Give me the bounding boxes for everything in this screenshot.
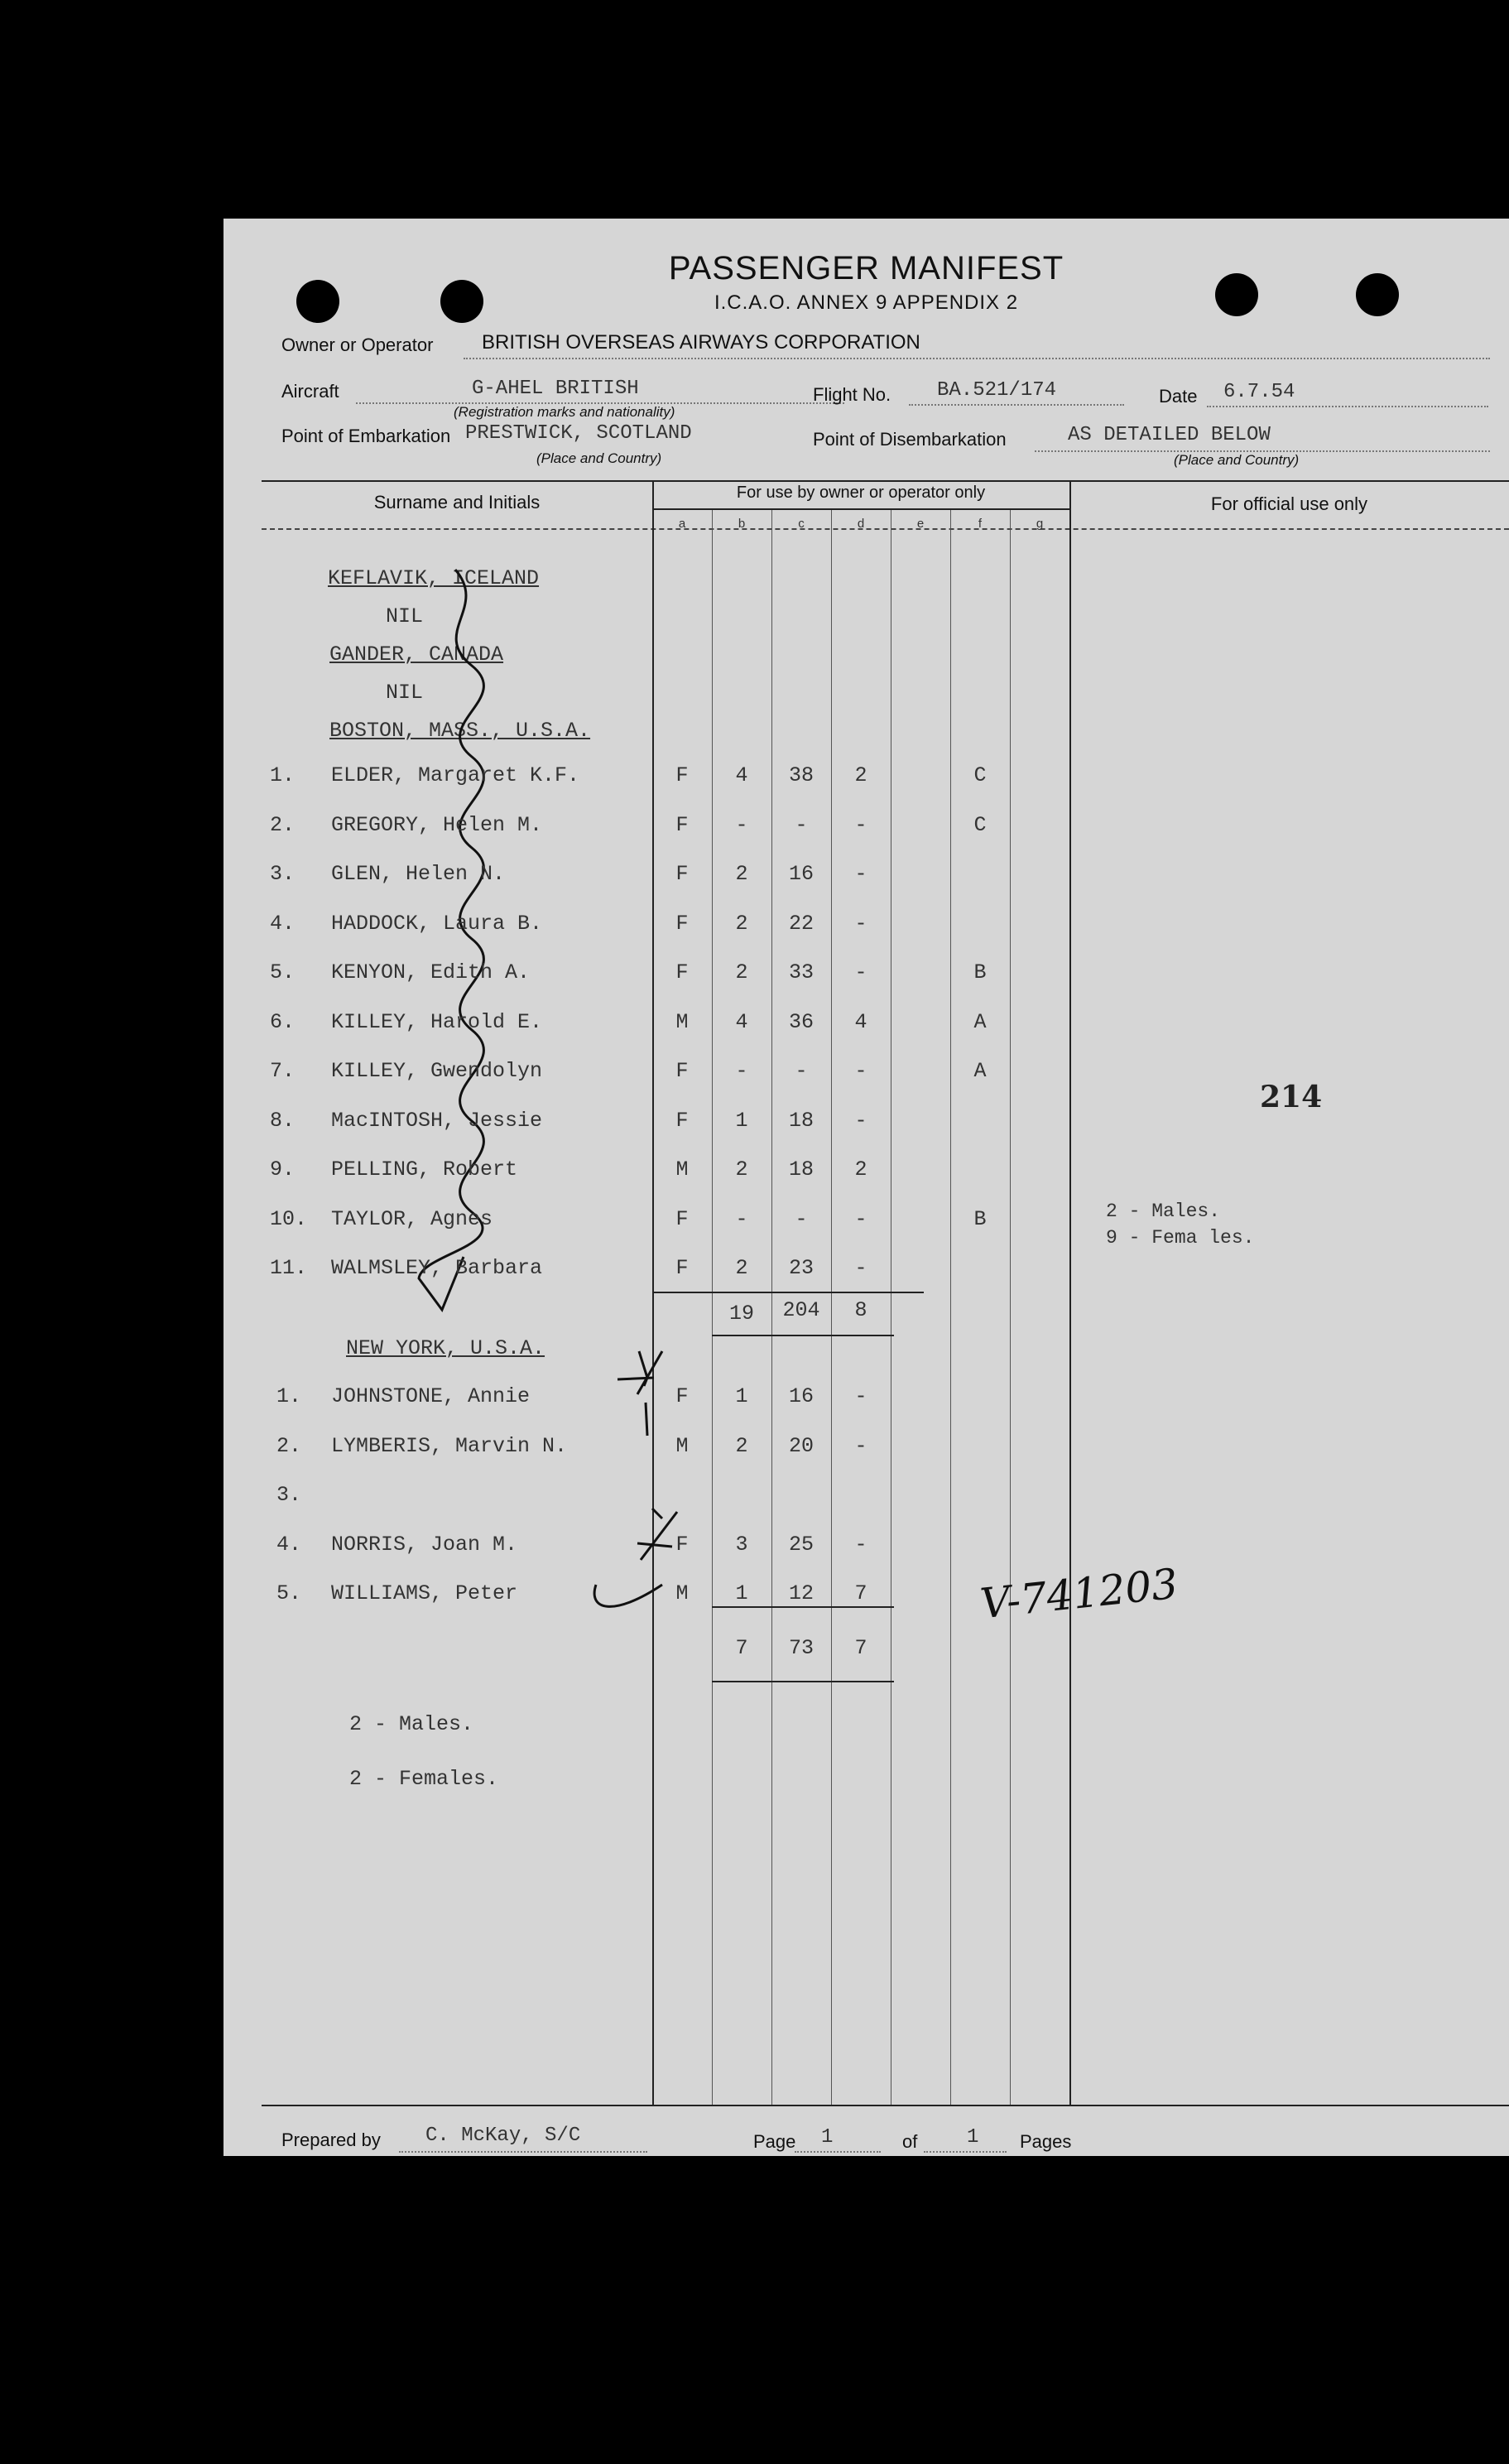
col-d-cell: 2 [854, 1157, 867, 1181]
passenger-name: PELLING, Robert [331, 1157, 518, 1181]
boston-totals-rule [652, 1292, 924, 1293]
col-c-cell: - [795, 812, 808, 837]
col-f-cell: C [973, 763, 987, 787]
passenger-name: ELDER, Margaret K.F. [331, 763, 580, 787]
boston-totals-underline [712, 1335, 894, 1336]
col-b-cell: 1 [735, 1581, 748, 1605]
disembark-value: AS DETAILED BELOW [1068, 424, 1271, 446]
col-e-header: e [916, 517, 925, 531]
row-number: 1. [276, 1384, 302, 1408]
col-b-cell: 1 [735, 1108, 748, 1133]
passenger-name: LYMBERIS, Marvin N. [331, 1433, 568, 1458]
passenger-name: KILLEY, Gwendolyn [331, 1059, 543, 1083]
col-b-cell: 2 [735, 1433, 748, 1458]
passenger-name: GREGORY, Helen M. [331, 812, 543, 837]
section-keflavik-note: NIL [386, 604, 424, 628]
col-c-cell: 23 [788, 1256, 814, 1280]
col-b-cell: 4 [735, 1009, 748, 1034]
owner-use-header: For use by owner or operator only [736, 484, 986, 502]
prepared-label: Prepared by [281, 2130, 381, 2150]
passenger-name: KENYON, Edith A. [331, 960, 531, 984]
passenger-name: HADDOCK, Laura B. [331, 911, 543, 936]
embark-label: Point of Embarkation [281, 426, 451, 446]
summary-females: 2 - Females. [349, 1767, 499, 1791]
col-d-cell: - [854, 1384, 867, 1408]
row-number: 7. [270, 1059, 296, 1083]
aircraft-note: (Registration marks and nationality) [454, 404, 675, 420]
table-top-rule [262, 480, 1509, 482]
official-number: 214 [1260, 1080, 1323, 1114]
col-d-cell: - [854, 862, 867, 886]
col-b-cell: 2 [735, 1256, 748, 1280]
sex-cell: M [675, 1009, 689, 1034]
section-boston: BOSTON, MASS., U.S.A. [329, 719, 591, 743]
section-new-york: NEW YORK, U.S.A. [346, 1336, 545, 1360]
col-d-cell: - [854, 1433, 867, 1458]
row-number: 10. [270, 1206, 308, 1231]
sex-cell: M [675, 1581, 689, 1605]
sex-cell: F [675, 911, 689, 936]
passenger-name: TAYLOR, Agnes [331, 1206, 493, 1231]
col-d-cell: - [854, 1532, 867, 1557]
row-number: 3. [276, 1483, 302, 1507]
col-divider [712, 510, 713, 2105]
passenger-name: KILLEY, Harold E. [331, 1009, 543, 1034]
col-g-header: g [1036, 517, 1044, 531]
row-number: 6. [270, 1009, 296, 1034]
subheader-rule [652, 508, 1069, 510]
prepared-value: C. McKay, S/C [425, 2125, 581, 2147]
col-b-cell: 3 [735, 1532, 748, 1557]
col-c-cell: 33 [788, 960, 814, 984]
bracket-squiggle [419, 570, 483, 1310]
passenger-name: NORRIS, Joan M. [331, 1532, 518, 1557]
passenger-name: WALMSLEY, Barbara [331, 1256, 543, 1280]
owner-value: BRITISH OVERSEAS AIRWAYS CORPORATION [482, 331, 920, 354]
newyork-totals-rule [712, 1606, 894, 1608]
sex-cell: F [675, 812, 689, 837]
col-d-cell: - [854, 1206, 867, 1231]
col-c-cell: 25 [788, 1532, 814, 1557]
page-value: 1 [821, 2126, 834, 2149]
col-d-cell: 2 [854, 763, 867, 787]
of-line [924, 2151, 1007, 2153]
boston-total-d: 8 [854, 1298, 867, 1322]
manifest-page [223, 219, 1509, 2156]
col-d-cell: - [854, 1256, 867, 1280]
sex-cell: M [675, 1433, 689, 1458]
col-c-cell: 38 [788, 763, 814, 787]
date-label: Date [1159, 386, 1198, 407]
owner-line [464, 358, 1490, 359]
col-c-cell: 12 [788, 1581, 814, 1605]
col-b-cell: - [735, 1059, 748, 1083]
col-c-cell: 18 [788, 1108, 814, 1133]
col-c-header: c [798, 517, 805, 531]
date-line [1207, 406, 1488, 407]
row-number: 1. [270, 763, 296, 787]
col-d-cell: 7 [854, 1581, 867, 1605]
row-number: 5. [270, 960, 296, 984]
page-label: Page [753, 2131, 796, 2152]
form-subtitle: I.C.A.O. ANNEX 9 APPENDIX 2 [714, 291, 1019, 314]
col-f-cell: B [973, 1206, 987, 1231]
flight-value: BA.521/174 [937, 379, 1057, 402]
col-f-cell: B [973, 960, 987, 984]
row-number: 3. [270, 862, 296, 886]
col-b-cell: 1 [735, 1384, 748, 1408]
col-c-cell: 18 [788, 1157, 814, 1181]
sex-cell: F [675, 763, 689, 787]
col-c-cell: 20 [788, 1433, 814, 1458]
col-b-cell: 2 [735, 1157, 748, 1181]
row-number: 4. [276, 1532, 302, 1557]
col-c-cell: 36 [788, 1009, 814, 1034]
col-f-cell: A [973, 1009, 987, 1034]
col-f-cell: A [973, 1059, 987, 1083]
page-line [795, 2151, 881, 2153]
col-d-cell: 4 [854, 1009, 867, 1034]
col-divider [652, 482, 654, 2105]
passenger-name: JOHNSTONE, Annie [331, 1384, 531, 1408]
col-d-cell: - [854, 1108, 867, 1133]
sex-cell: F [675, 1059, 689, 1083]
col-c-cell: 16 [788, 1384, 814, 1408]
col-c-cell: - [795, 1059, 808, 1083]
summary-males: 2 - Males. [349, 1712, 474, 1736]
official-males: 2 - Males. [1106, 1201, 1221, 1222]
row-number: 2. [270, 812, 296, 837]
col-divider [831, 510, 832, 2105]
owner-label: Owner or Operator [281, 334, 434, 355]
disembark-label: Point of Disembarkation [813, 429, 1007, 450]
aircraft-value: G-AHEL BRITISH [472, 378, 639, 400]
col-d-header: d [857, 517, 865, 531]
col-b-cell: 2 [735, 960, 748, 984]
col-d-cell: - [854, 1059, 867, 1083]
col-a-header: a [678, 517, 686, 531]
official-use-header: For official use only [1210, 493, 1368, 514]
check-mark [618, 1351, 654, 1386]
newyork-total-d: 7 [854, 1636, 867, 1660]
passenger-name: WILLIAMS, Peter [331, 1581, 518, 1605]
passenger-name: GLEN, Helen N. [331, 862, 506, 886]
sex-cell: F [675, 1384, 689, 1408]
sex-cell: F [675, 1108, 689, 1133]
col-b-cell: 2 [735, 862, 748, 886]
col-b-header: b [738, 517, 746, 531]
of-label: of [902, 2131, 918, 2152]
col-b-cell: 2 [735, 911, 748, 936]
sex-cell: F [675, 1532, 689, 1557]
row-number: 11. [270, 1256, 308, 1280]
passenger-name: MacINTOSH, Jessie [331, 1108, 543, 1133]
row-number: 4. [270, 911, 296, 936]
section-gander: GANDER, CANADA [329, 642, 504, 667]
col-d-cell: - [854, 911, 867, 936]
col-d-cell: - [854, 812, 867, 837]
of-value: 1 [967, 2126, 979, 2149]
col-divider [1010, 510, 1011, 2105]
sex-cell: F [675, 1256, 689, 1280]
official-females: 9 - Fema les. [1106, 1227, 1255, 1249]
section-gander-note: NIL [386, 681, 424, 705]
col-c-cell: 16 [788, 862, 814, 886]
col-divider [771, 510, 772, 2105]
newyork-total-b: 7 [735, 1636, 748, 1660]
col-c-cell: 22 [788, 911, 814, 936]
col-f-cell: C [973, 812, 987, 837]
sex-cell: M [675, 1157, 689, 1181]
flight-line [909, 404, 1124, 406]
form-title: PASSENGER MANIFEST [668, 250, 1064, 286]
col-b-cell: - [735, 1206, 748, 1231]
sex-cell: F [675, 1206, 689, 1231]
sex-cell: F [675, 862, 689, 886]
col-divider [1069, 482, 1071, 2105]
handwritten-code: V-741203 [978, 1559, 1180, 1629]
row-number: 2. [276, 1433, 302, 1458]
col-c-cell: - [795, 1206, 808, 1231]
boston-total-b: 19 [728, 1302, 754, 1326]
surname-header: Surname and Initials [373, 492, 541, 513]
col-f-header: f [978, 517, 983, 531]
prepared-line [399, 2151, 647, 2153]
section-keflavik: KEFLAVIK, ICELAND [328, 566, 540, 590]
embark-place-note: (Place and Country) [536, 450, 662, 466]
boston-total-c: 204 [782, 1298, 820, 1322]
row-number: 5. [276, 1581, 302, 1605]
table-bottom-rule [262, 2105, 1509, 2106]
row-number: 9. [270, 1157, 296, 1181]
newyork-totals-underline [712, 1681, 894, 1682]
col-d-cell: - [854, 960, 867, 984]
aircraft-label: Aircraft [281, 381, 339, 402]
col-b-cell: 4 [735, 763, 748, 787]
pages-label: Pages [1020, 2131, 1072, 2152]
newyork-total-c: 73 [788, 1636, 814, 1660]
sex-cell: F [675, 960, 689, 984]
embark-value: PRESTWICK, SCOTLAND [465, 422, 692, 445]
flight-label: Flight No. [813, 384, 891, 405]
disembark-place-note: (Place and Country) [1174, 452, 1300, 468]
row-number: 8. [270, 1108, 296, 1133]
date-value: 6.7.54 [1223, 381, 1295, 403]
col-b-cell: - [735, 812, 748, 837]
col-divider [950, 510, 951, 2105]
